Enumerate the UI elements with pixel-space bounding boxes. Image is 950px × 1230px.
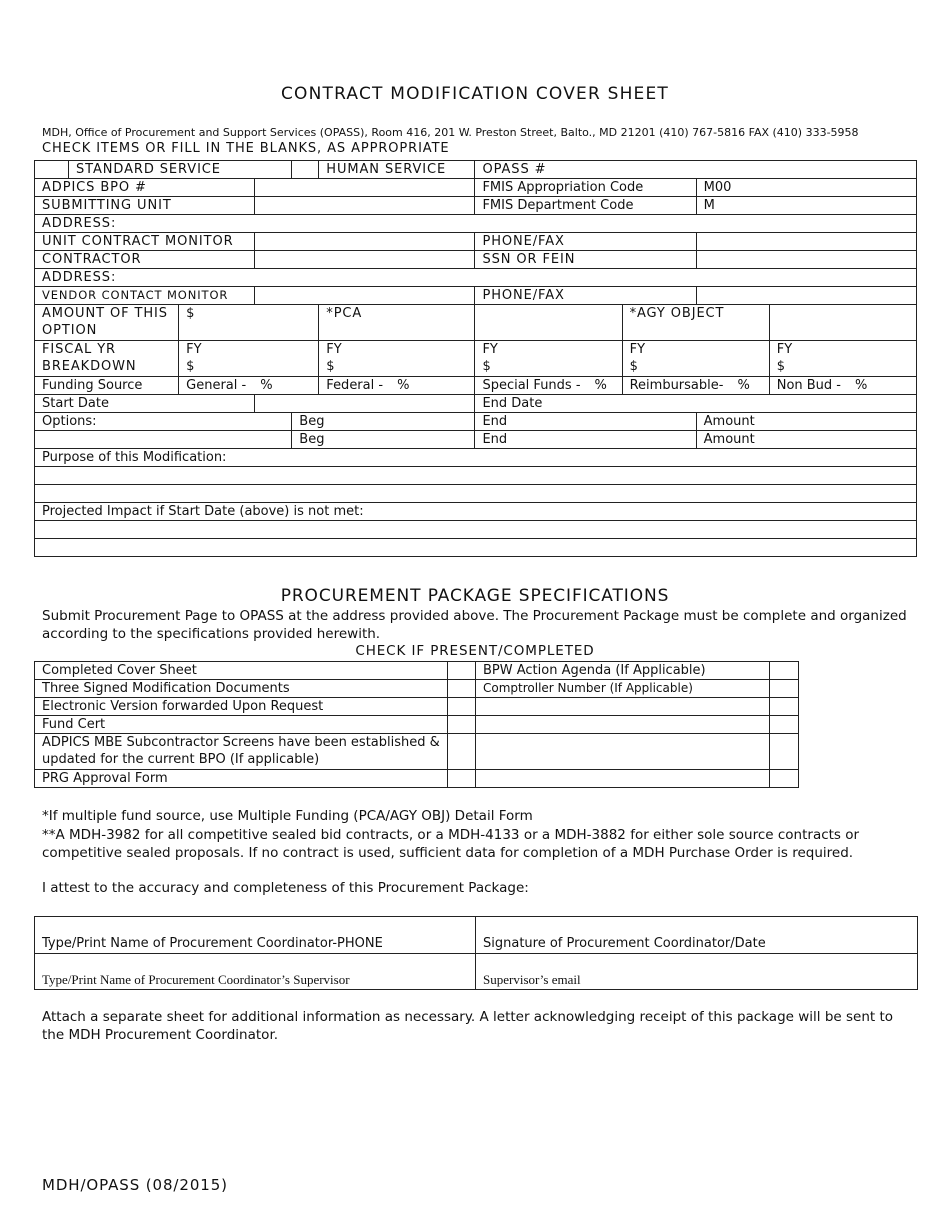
human-service-label: HUMAN SERVICE (319, 161, 475, 179)
funding-federal-percent: % (397, 378, 410, 393)
fy-1[interactable] (179, 341, 319, 377)
funding-special-percent: % (594, 378, 607, 393)
fy-3-label: FY (482, 342, 498, 357)
agy-object-input[interactable] (769, 305, 916, 341)
amount-option-input[interactable]: $ (179, 305, 319, 341)
checklist-empty (476, 716, 770, 734)
option-1-beg[interactable]: Beg (292, 413, 475, 431)
fy-2-amount: $ (326, 359, 335, 374)
checklist-item: Electronic Version forwarded Upon Request (35, 698, 448, 716)
multiple-fund-note: *If multiple fund source, use Multiple Funding (PCA/AGY OBJ) Detail Form (42, 808, 533, 824)
contractor-input[interactable] (255, 251, 475, 269)
checklist-empty (476, 734, 770, 770)
fy-2[interactable] (319, 341, 475, 377)
option-2-beg[interactable]: Beg (292, 431, 475, 449)
coordinator-name-phone[interactable]: Type/Print Name of Procurement Coordinator-PHONE (35, 917, 476, 954)
checklist-item: Completed Cover Sheet (35, 662, 448, 680)
fy-4[interactable] (622, 341, 769, 377)
adpics-bpo-input[interactable] (255, 179, 475, 197)
checklist-checkbox[interactable] (448, 770, 476, 788)
fmis-department-value[interactable]: M (696, 197, 916, 215)
checklist-checkbox[interactable] (448, 734, 476, 770)
impact-input-line-2[interactable] (35, 539, 917, 557)
procurement-heading: PROCUREMENT PACKAGE SPECIFICATIONS (280, 586, 670, 606)
ssn-fein-label: SSN OR FEIN (475, 251, 696, 269)
funding-reimbursable-label: Reimbursable- (629, 378, 724, 393)
checklist-checkbox[interactable] (770, 734, 799, 770)
check-heading: CHECK IF PRESENT/COMPLETED (355, 643, 595, 659)
fy-5-amount: $ (776, 359, 785, 374)
checklist-checkbox[interactable] (448, 716, 476, 734)
start-date-label: Start Date (35, 395, 255, 413)
checklist-item: ADPICS MBE Subcontractor Screens have been established & updated for the current BPO (If applicable) (35, 734, 448, 770)
fiscal-year-breakdown-label: FISCAL YR BREAKDOWN (35, 341, 179, 377)
ssn-fein-input[interactable] (696, 251, 916, 269)
fy-4-label: FY (629, 342, 646, 357)
contract-form-note: **A MDH-3982 for all competitive sealed bid contracts, or a MDH-4133 or a MDH-3882 for either sole source contracts or competitive sealed proposals. If no contract is used, sufficient data for completion of a MDH Purchase Order is required. (42, 827, 860, 861)
unit-phone-fax-label: PHONE/FAX (475, 233, 696, 251)
checklist-item: Comptroller Number (If Applicable) (476, 680, 770, 698)
checklist-item: PRG Approval Form (35, 770, 448, 788)
options-label: Options: (35, 413, 292, 431)
checklist-item: BPW Action Agenda (If Applicable) (476, 662, 770, 680)
standard-service-checkbox[interactable] (35, 161, 69, 179)
standard-service-label: STANDARD SERVICE (69, 161, 292, 179)
adpics-bpo-label: ADPICS BPO # (35, 179, 255, 197)
checklist-checkbox[interactable] (448, 698, 476, 716)
procurement-intro: Submit Procurement Page to OPASS at the address provided above. The Procurement Package must be complete and organized according to the specifications provided herewith. (42, 608, 907, 642)
unit-phone-fax-input[interactable] (696, 233, 916, 251)
submitting-unit-input[interactable] (255, 197, 475, 215)
vendor-contact-monitor-input[interactable] (255, 287, 475, 305)
unit-contract-monitor-input[interactable] (255, 233, 475, 251)
form-instruction: CHECK ITEMS OR FILL IN THE BLANKS, AS APPROPRIATE (42, 141, 450, 156)
checklist-checkbox[interactable] (448, 662, 476, 680)
checklist-empty (476, 698, 770, 716)
contractor-address-field[interactable]: ADDRESS: (35, 269, 917, 287)
signature-table (34, 916, 918, 990)
agy-object-label: *AGY OBJECT (622, 305, 769, 341)
contractor-label: CONTRACTOR (35, 251, 255, 269)
human-service-checkbox[interactable] (292, 161, 319, 179)
purpose-input-line-1[interactable] (35, 467, 917, 485)
pca-label: *PCA (319, 305, 475, 341)
fy-5-label: FY (776, 342, 793, 357)
pca-input[interactable] (475, 305, 622, 341)
funding-reimbursable[interactable] (622, 377, 769, 395)
checklist-checkbox[interactable] (770, 716, 799, 734)
fy-2-label: FY (326, 342, 342, 357)
funding-general-label: General - (186, 378, 247, 393)
supervisor-email[interactable]: Supervisor’s email (476, 954, 918, 990)
checklist-table (34, 661, 799, 788)
funding-non-bud-label: Non Bud - (776, 378, 842, 393)
option-1-amount[interactable]: Amount (696, 413, 916, 431)
funding-general-percent: % (260, 378, 273, 393)
funding-federal-label: Federal - (326, 378, 384, 393)
checklist-checkbox[interactable] (770, 770, 799, 788)
submitting-unit-label: SUBMITTING UNIT (35, 197, 255, 215)
fy-4-amount: $ (629, 359, 638, 374)
options-spacer (35, 431, 292, 449)
office-address: MDH, Office of Procurement and Support Services (OPASS), Room 416, 201 W. Preston Street, Balto., MD 21201 (410) 767-5816 FAX (410) 333-5958 (42, 126, 859, 139)
checklist-checkbox[interactable] (448, 680, 476, 698)
form-id: MDH/OPASS (08/2015) (42, 1176, 228, 1194)
unit-address-field[interactable]: ADDRESS: (35, 215, 917, 233)
funding-special-label: Special Funds - (482, 378, 581, 393)
start-date-input[interactable] (255, 395, 475, 413)
fy-3-amount: $ (482, 359, 491, 374)
checklist-checkbox[interactable] (770, 680, 799, 698)
end-date-field[interactable]: End Date (475, 395, 917, 413)
funding-reimbursable-percent: % (737, 378, 750, 393)
page-title: CONTRACT MODIFICATION COVER SHEET (280, 84, 670, 104)
funding-federal[interactable] (319, 377, 475, 395)
amount-option-label: AMOUNT OF THIS OPTION (35, 305, 179, 341)
supervisor-name[interactable]: Type/Print Name of Procurement Coordinator’s Supervisor (35, 954, 476, 990)
fmis-appropriation-value[interactable]: M00 (696, 179, 916, 197)
funding-general[interactable] (179, 377, 319, 395)
checklist-empty (476, 770, 770, 788)
fmis-appropriation-label: FMIS Appropriation Code (475, 179, 696, 197)
impact-input-line-1[interactable] (35, 521, 917, 539)
option-1-end[interactable]: End (475, 413, 696, 431)
fy-1-label: FY (186, 342, 202, 357)
projected-impact-label: Projected Impact if Start Date (above) is not met: (35, 503, 917, 521)
vendor-phone-fax-input[interactable] (696, 287, 916, 305)
attest-statement: I attest to the accuracy and completeness of this Procurement Package: (42, 880, 529, 896)
purpose-input-line-2[interactable] (35, 485, 917, 503)
attach-note: Attach a separate sheet for additional information as necessary. A letter acknowledging receipt of this package will be sent to the MDH Procurement Coordinator. (42, 1009, 894, 1043)
funding-non-bud-percent: % (855, 378, 868, 393)
contract-form-table (34, 160, 917, 557)
fy-5[interactable] (769, 341, 916, 377)
fy-1-amount: $ (186, 359, 195, 374)
checklist-checkbox[interactable] (770, 698, 799, 716)
purpose-label: Purpose of this Modification: (35, 449, 917, 467)
fmis-department-label: FMIS Department Code (475, 197, 696, 215)
opass-number-field[interactable]: OPASS # (475, 161, 917, 179)
vendor-phone-fax-label: PHONE/FAX (475, 287, 696, 305)
option-2-amount[interactable]: Amount (696, 431, 916, 449)
coordinator-signature-date[interactable]: Signature of Procurement Coordinator/Date (476, 917, 918, 954)
unit-contract-monitor-label: UNIT CONTRACT MONITOR (35, 233, 255, 251)
fy-3[interactable] (475, 341, 622, 377)
funding-source-label: Funding Source (35, 377, 179, 395)
funding-non-bud[interactable] (769, 377, 916, 395)
checklist-item: Three Signed Modification Documents (35, 680, 448, 698)
funding-special[interactable] (475, 377, 622, 395)
option-2-end[interactable]: End (475, 431, 696, 449)
checklist-checkbox[interactable] (770, 662, 799, 680)
vendor-contact-monitor-label: VENDOR CONTACT MONITOR (35, 287, 255, 305)
checklist-item: Fund Cert (35, 716, 448, 734)
